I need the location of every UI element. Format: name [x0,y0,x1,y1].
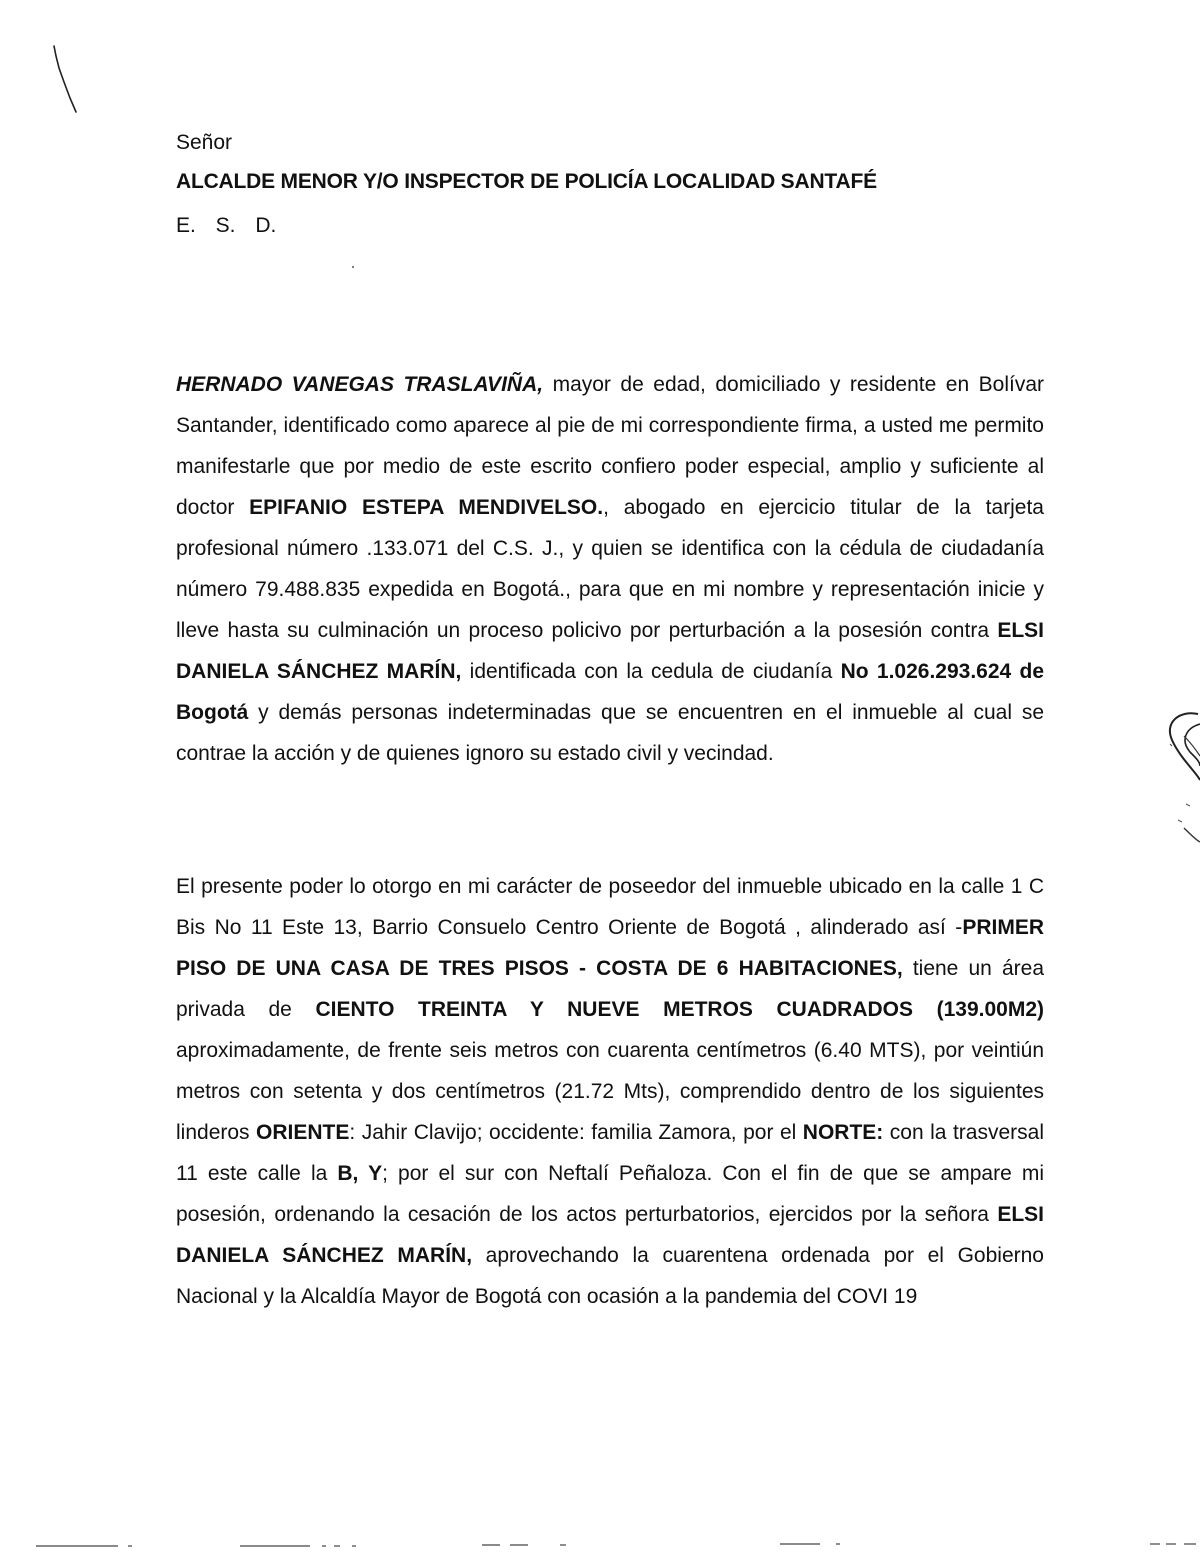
paragraph2-text-5: con la trasversal 11 este calle la [176,1121,1044,1185]
property-area: CIENTO TREINTA Y NUEVE METROS CUADRADOS (139.00M2) [315,998,1044,1021]
pen-stroke-mark [40,40,90,120]
addressee-heading: ALCALDE MENOR Y/O INSPECTOR DE POLICÍA LOCALIDAD SANTAFÉ [176,170,877,193]
paragraph2-text-6: ; por el sur con Neftalí Peñaloza. Con el fin de que se ampare mi posesión, ordenando la cesación de los actos perturbatorios, ejercidos por la señora [176,1162,1044,1226]
scan-speck [352,266,354,268]
street-letter: B, Y [337,1162,383,1185]
esd-abbreviation: E. S. D. [176,214,277,237]
margin-signature-fragment [1150,700,1200,860]
boundary-north-label: NORTE: [802,1121,884,1144]
paragraph1-text-2: , abogado en ejercicio titular de la tarjeta profesional número .133.071 del C.S. J., y quien se identifica con la cédula de ciudadanía número 79.488.835 expedida en Bogotá., para que en mi nombre y representación inicie y lleve hasta su culminación un proceso policivo por perturbación a la posesión contra [176,496,1044,642]
paragraph1-text-1: mayor de edad, domiciliado y residente en Bolívar Santander, identificado como aparece al pie de mi correspondiente firma, a usted me permito manifestarle que por medio de este escrito confiero poder especial, amplio y suficiente al doctor [176,373,1044,519]
paragraph1-text-3: identificada con la cedula de ciudanía [461,660,841,683]
paragraph2-text-7: aprovechando la cuarentena ordenada por el Gobierno Nacional y la Alcaldía Mayor de Bogotá con ocasión a la pandemia del COVI 19 [176,1244,1044,1308]
paragraph2-text-4: : Jahir Clavijo; occidente: familia Zamora, por el [349,1121,803,1144]
respondent-id-number: No 1.026.293.624 de Bogotá [176,660,1045,724]
power-of-attorney-paragraph [176,364,1044,774]
grantor-name: HERNADO VANEGAS TRASLAVIÑA, [176,373,544,396]
property-description-paragraph [176,866,1044,1317]
salutation: Señor [176,131,233,154]
property-floor-description: PRIMER PISO DE UNA CASA DE TRES PISOS - COSTA DE 6 HABITACIONES, [176,916,1044,980]
paragraph2-text-2: tiene un área privada de [176,957,1044,1021]
paragraph1-text-4: y demás personas indeterminadas que se encuentren en el inmueble al cual se contrae la acción y de quienes ignoro su estado civil y vecindad. [176,701,1044,765]
paragraph2-text-1: El presente poder lo otorgo en mi carácter de poseedor del inmueble ubicado en la calle 1 C Bis No 11 Este 13, Barrio Consuelo Centro Oriente de Bogotá , alinderado así - [176,875,1044,939]
paragraph2-text-3: aproximadamente, de frente seis metros con cuarenta centímetros (6.40 MTS), por veintiún metros con setenta y dos centímetros (21.72 Mts), comprendido dentro de los siguientes linderos [176,1039,1044,1144]
respondent-name-repeat: ELSI DANIELA SÁNCHEZ MARÍN, [176,1203,1044,1267]
scan-bottom-artifacts [0,1538,1200,1550]
boundary-east-label: ORIENTE [256,1121,350,1144]
attorney-name: EPIFANIO ESTEPA MENDIVELSO. [249,496,604,519]
respondent-name: ELSI DANIELA SÁNCHEZ MARÍN, [176,619,1044,683]
